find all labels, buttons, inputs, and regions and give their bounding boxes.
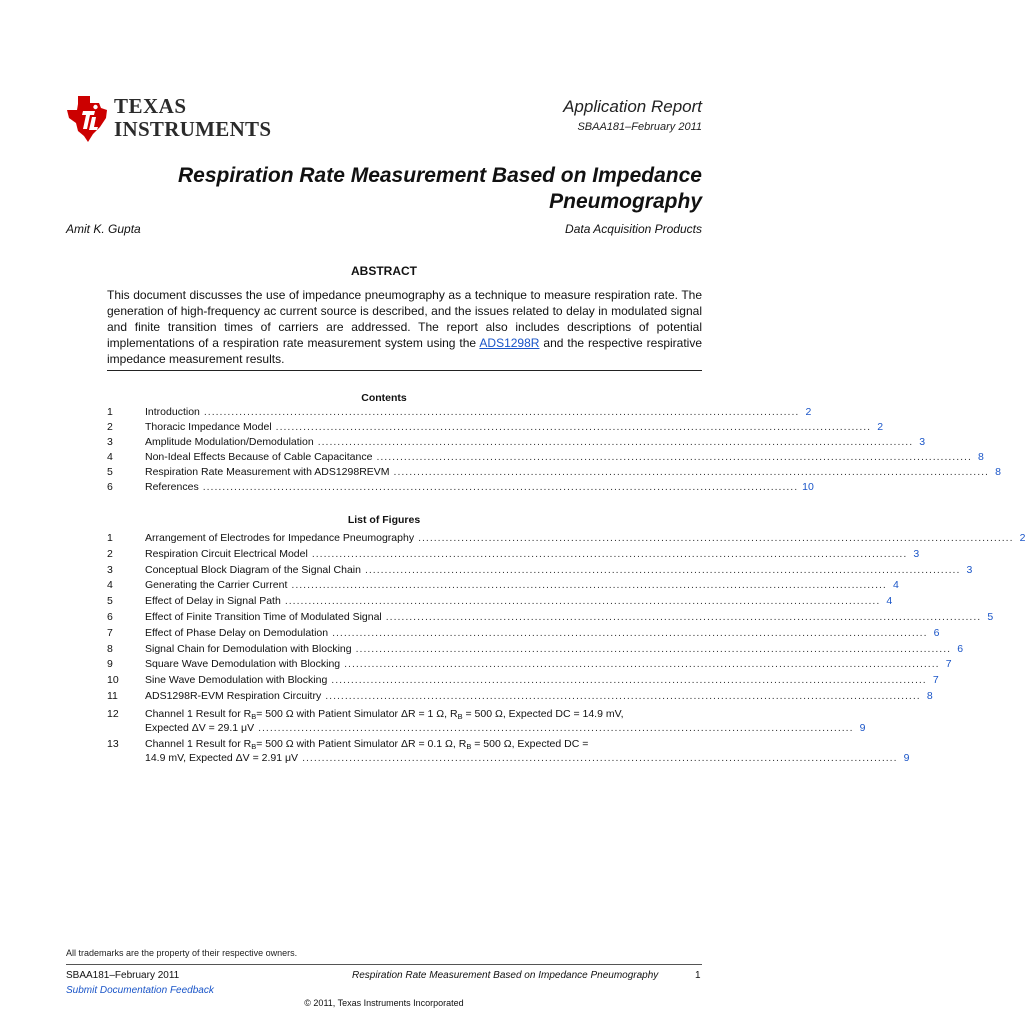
department: Data Acquisition Products: [565, 222, 702, 236]
figure-entry[interactable]: [107, 563, 973, 580]
abstract-heading: ABSTRACT: [351, 264, 417, 278]
figure-entry[interactable]: [107, 532, 1026, 548]
footer-divider: [66, 964, 702, 965]
figure-entry[interactable]: [107, 658, 952, 674]
leader-dots: ........................................................................................................................................................: [364, 563, 961, 576]
figure-title-line-1: [145, 708, 702, 721]
figure-number: 4: [107, 579, 113, 592]
leader-dots: ........................................................................................................................................................: [331, 674, 927, 687]
leader-dots: ........................................................................................................................................................: [344, 658, 940, 671]
figure-number: 3: [107, 563, 113, 576]
leader-dots: ........................................................................................................................................................: [291, 579, 887, 592]
figure-entry[interactable]: [107, 707, 866, 738]
toc-title: Respiration Rate Measurement with ADS1298REVM: [145, 466, 390, 478]
title-line-2: Pneumography: [549, 190, 702, 213]
subscript: B: [466, 741, 472, 751]
toc-title: Introduction: [145, 406, 200, 418]
figure-entry[interactable]: [107, 674, 939, 690]
figure-title-part: = 500 Ω, Expected DC = 14.9 mV,: [462, 707, 624, 720]
figure-number: 1: [107, 532, 113, 544]
figure-title-part: Channel 1 Result for R: [145, 737, 252, 750]
report-type: Application Report: [563, 97, 702, 116]
figure-page-link[interactable]: 3: [966, 563, 973, 576]
figure-entry[interactable]: [107, 579, 899, 595]
figure-title: Generating the Carrier Current: [145, 579, 288, 592]
toc-entry[interactable]: [107, 466, 1001, 481]
toc-number: 2: [107, 421, 113, 433]
toc-page-link[interactable]: 2: [877, 421, 884, 433]
section-divider: [107, 370, 702, 371]
abstract-text: [107, 287, 702, 367]
leader-dots: ........................................................................................................................................................: [317, 436, 914, 448]
subscript: B: [251, 741, 257, 751]
figure-title-part: = 500 Ω with Patient Simulator ΔR = 0.1 Ω, R: [256, 737, 467, 750]
toc-title: References: [145, 481, 199, 493]
figure-page-link[interactable]: 9: [859, 721, 866, 734]
toc-number: 4: [107, 451, 113, 463]
figure-title-line-2: 14.9 mV, Expected ΔV = 2.91 μV: [145, 751, 299, 764]
page-number: 1: [695, 970, 701, 981]
leader-dots: ........................................................................................................................................................: [202, 481, 799, 493]
figure-title-line-2: Expected ΔV = 29.1 μV: [145, 721, 255, 734]
toc-page-link[interactable]: 8: [995, 466, 1001, 478]
figures-list: [107, 532, 1026, 768]
leader-dots: ........................................................................................................................................................: [418, 532, 1014, 544]
document-title: [82, 163, 702, 215]
figure-number: 10: [107, 674, 119, 687]
subscript: B: [457, 711, 463, 721]
figure-entry[interactable]: [107, 689, 933, 708]
figure-title: Respiration Circuit Electrical Model: [145, 547, 308, 560]
leader-dots: ........................................................................................................................................................: [203, 406, 800, 418]
leader-dots: ........................................................................................................................................................: [325, 689, 921, 702]
leader-dots: ........................................................................................................................................................: [332, 626, 928, 639]
ti-state-logo-icon: [66, 94, 110, 144]
figure-entry[interactable]: [107, 595, 893, 611]
toc-number: 6: [107, 481, 113, 493]
title-line-1: Respiration Rate Measurement Based on Impedance: [178, 164, 702, 187]
logo-text-instruments: INSTRUMENTS: [114, 117, 272, 141]
figure-page-link[interactable]: 7: [945, 658, 952, 671]
figure-page-link[interactable]: 7: [932, 674, 939, 687]
figure-title: Effect of Delay in Signal Path: [145, 595, 281, 608]
figure-page-link[interactable]: 5: [987, 610, 994, 623]
figure-entry[interactable]: [107, 547, 920, 564]
leader-dots: ........................................................................................................................................................: [376, 451, 972, 463]
figure-title-part: Channel 1 Result for R: [145, 707, 252, 720]
document-id: SBAA181–February 2011: [577, 121, 702, 133]
leader-dots: ........................................................................................................................................................: [385, 610, 982, 623]
toc-title: Non-Ideal Effects Because of Cable Capacitance: [145, 451, 373, 463]
figure-entry[interactable]: [107, 642, 964, 659]
toc-number: 1: [107, 406, 113, 418]
leader-dots: ........................................................................................................................................................: [302, 751, 898, 764]
figure-number: 12: [107, 707, 119, 720]
figure-page-link[interactable]: 9: [903, 751, 910, 764]
contents-list: [107, 406, 1001, 496]
toc-page-link[interactable]: 8: [978, 451, 984, 463]
toc-title: Thoracic Impedance Model: [145, 421, 272, 433]
figures-heading: List of Figures: [347, 514, 421, 526]
figure-page-link[interactable]: 4: [892, 579, 899, 592]
toc-page-link[interactable]: 3: [919, 436, 926, 448]
subscript: B: [251, 711, 257, 721]
figure-number: 7: [107, 626, 113, 639]
leader-dots: ........................................................................................................................................................: [311, 547, 908, 560]
submit-feedback-link[interactable]: Submit Documentation Feedback: [66, 985, 214, 996]
toc-title: Amplitude Modulation/Demodulation: [145, 436, 314, 448]
figure-page-link[interactable]: 8: [926, 689, 933, 702]
figure-title-part: = 500 Ω, Expected DC =: [471, 737, 589, 750]
toc-entry[interactable]: [107, 436, 926, 451]
figure-title: Square Wave Demodulation with Blocking: [145, 658, 341, 671]
author: Amit K. Gupta: [66, 222, 141, 236]
toc-entry[interactable]: [107, 421, 884, 436]
figure-number: 6: [107, 610, 113, 623]
figure-title: ADS1298R-EVM Respiration Circuitry: [145, 689, 322, 702]
contents-heading: Contents: [361, 392, 407, 404]
footer-document-id: SBAA181–February 2011: [66, 970, 180, 981]
copyright: © 2011, Texas Instruments Incorporated: [304, 998, 464, 1008]
toc-entry[interactable]: [107, 481, 814, 496]
figure-number: 2: [107, 547, 113, 560]
leader-dots: ........................................................................................................................................................: [258, 721, 854, 734]
figure-title: Effect of Phase Delay on Demodulation: [145, 626, 329, 639]
figure-page-link[interactable]: 4: [886, 595, 893, 608]
figure-title-line-1: [145, 738, 702, 751]
footer-title: Respiration Rate Measurement Based on Impedance Pneumography: [352, 970, 659, 981]
abstract-text-part1: This document discusses the use of impedance pneumography as a technique to measure respiration rate. The generation of high-frequency ac current source is described, and the issues related to delay in modulated signal and finite transition times of carriers are addressed. The report also includes descriptions of potential implementations of a respiration rate measurement system using the: [107, 288, 702, 350]
figure-page-link[interactable]: 2: [1019, 532, 1026, 544]
ti-logo: [66, 94, 272, 150]
leader-dots: ........................................................................................................................................................: [355, 642, 952, 655]
figure-number: 9: [107, 658, 113, 671]
toc-number: 3: [107, 436, 113, 448]
leader-dots: ........................................................................................................................................................: [275, 421, 872, 433]
logo-text-texas: TEXAS: [114, 94, 187, 118]
abstract-text-part2: and the respective respirative impedance measurement results.: [107, 336, 703, 366]
toc-number: 5: [107, 466, 113, 478]
figure-page-link[interactable]: 6: [957, 642, 964, 655]
figure-title-part: = 500 Ω with Patient Simulator ΔR = 1 Ω, R: [256, 707, 458, 720]
trademark-notice: All trademarks are the property of their respective owners.: [66, 948, 298, 958]
figure-title: Effect of Finite Transition Time of Modulated Signal: [145, 610, 382, 623]
leader-dots: ........................................................................................................................................................: [393, 466, 989, 478]
toc-page-link[interactable]: 10: [802, 481, 814, 493]
figure-title: Signal Chain for Demodulation with Blocking: [145, 642, 352, 655]
figure-entry[interactable]: [107, 626, 940, 643]
figure-number: 8: [107, 642, 113, 655]
figure-page-link[interactable]: 6: [933, 626, 940, 639]
figure-title: Conceptual Block Diagram of the Signal Chain: [145, 563, 361, 576]
ads1298r-link[interactable]: ADS1298R: [479, 336, 540, 350]
toc-entry[interactable]: [107, 451, 984, 466]
figure-title: Arrangement of Electrodes for Impedance Pneumography: [145, 532, 415, 544]
toc-entry[interactable]: [107, 406, 812, 421]
figure-entry[interactable]: [107, 737, 910, 768]
figure-title: Sine Wave Demodulation with Blocking: [145, 674, 328, 687]
figure-page-link[interactable]: 3: [913, 547, 920, 560]
figure-entry[interactable]: [107, 610, 994, 627]
figure-number: 5: [107, 595, 113, 608]
figure-number: 13: [107, 737, 119, 750]
leader-dots: ........................................................................................................................................................: [284, 595, 881, 608]
figure-number: 11: [107, 689, 118, 702]
toc-page-link[interactable]: 2: [805, 406, 812, 418]
